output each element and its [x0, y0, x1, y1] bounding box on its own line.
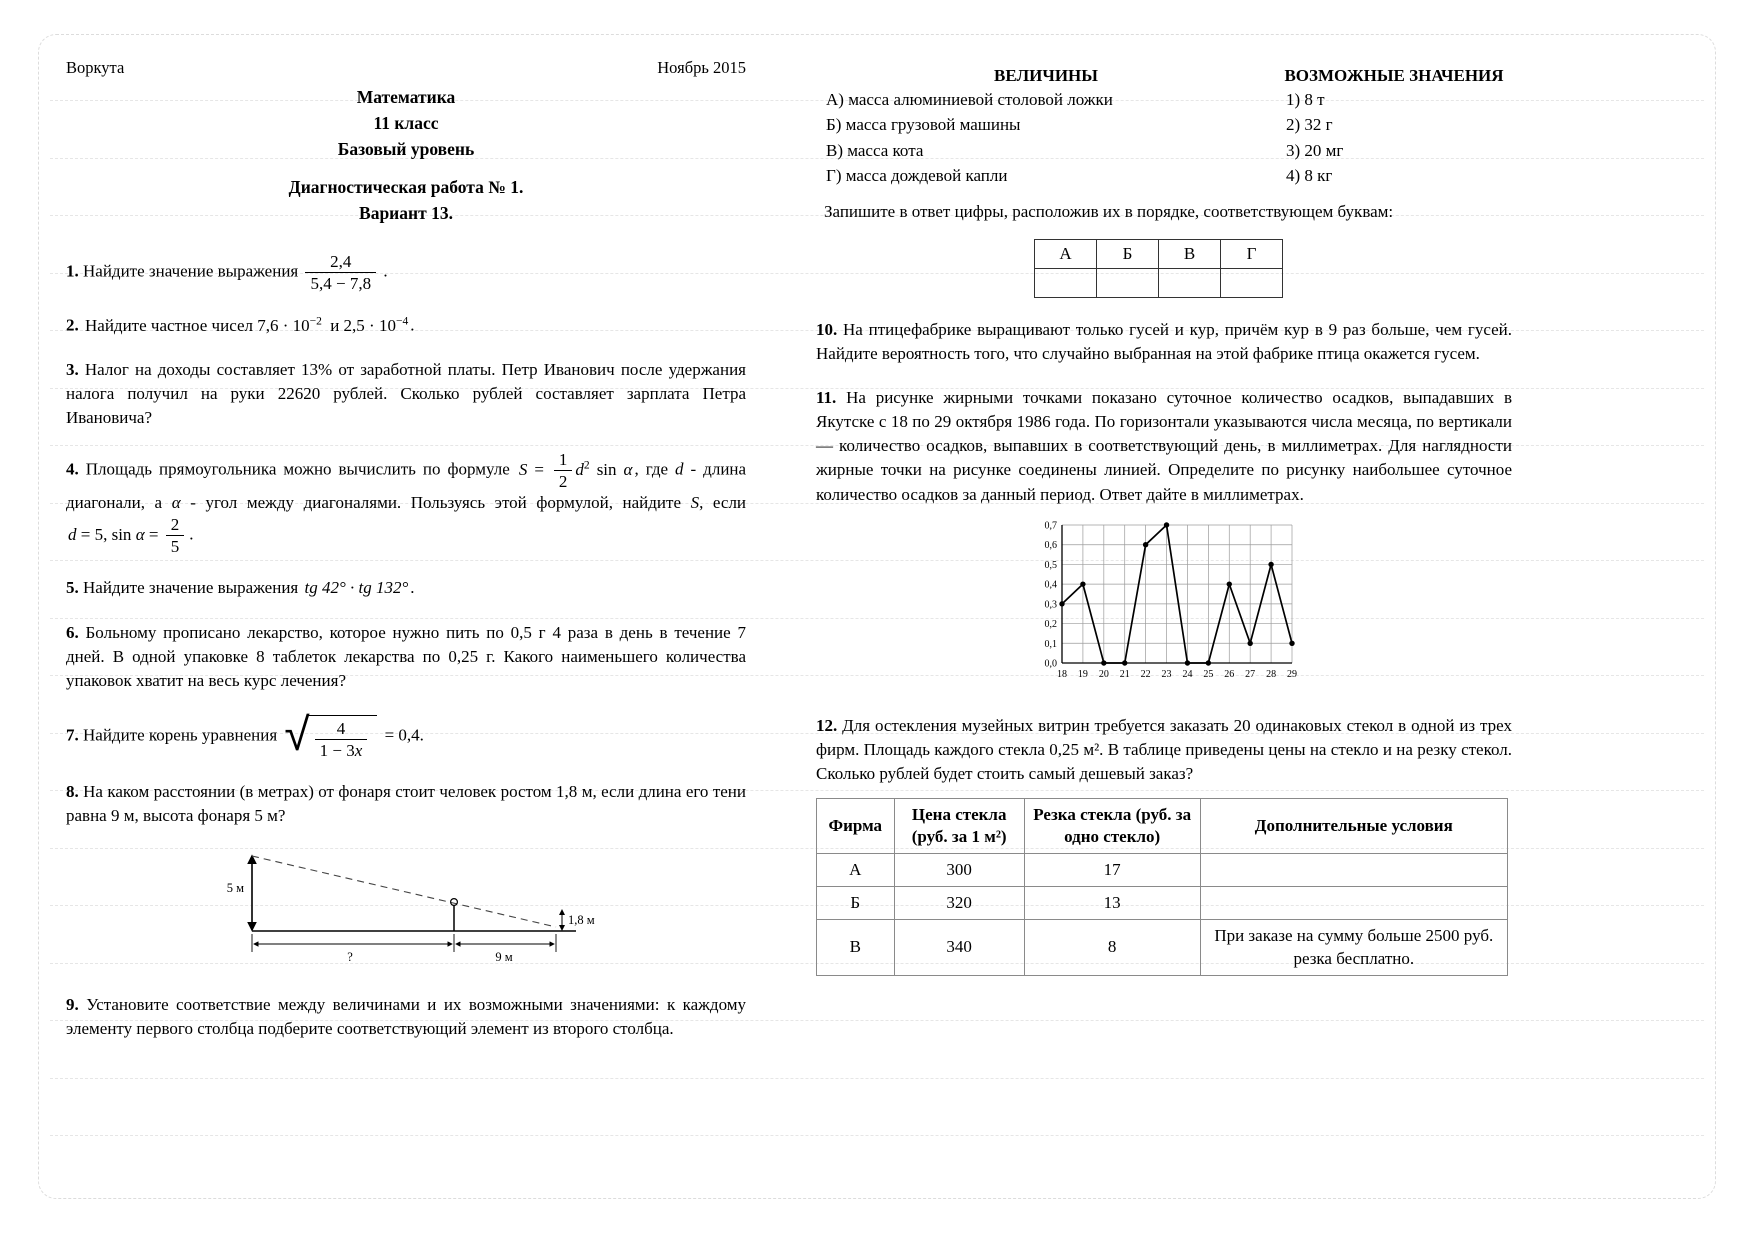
problem-text: Площадь прямоугольника можно вычислить по формуле [85, 459, 510, 479]
svg-text:26: 26 [1224, 668, 1235, 680]
title-block [66, 84, 746, 162]
firm-name-cell: В [817, 920, 895, 975]
unknown-distance-label: ? [347, 950, 353, 965]
answer-instruction: Запишите в ответ цифры, расположив их в порядке, соответствующем буквам: [824, 201, 1394, 221]
svg-text:23: 23 [1161, 668, 1172, 680]
subtitle-work: Диагностическая работа № 1. [288, 177, 524, 197]
svg-text:0,0: 0,0 [1044, 658, 1057, 670]
problem-text: На каком расстоянии (в метрах) от фонаря стоит человек ростом 1,8 м, если длина его тени равна 9 м, высота фонаря 5 м? [66, 782, 746, 826]
expression [85, 316, 322, 335]
svg-text:0,1: 0,1 [1044, 638, 1057, 650]
cutting-price-cell: 17 [1024, 854, 1200, 887]
glass-price-cell: 300 [894, 854, 1024, 887]
problem-text: . [410, 578, 415, 598]
svg-text:29: 29 [1287, 668, 1297, 680]
math-var: S [518, 459, 528, 479]
root-body [308, 715, 378, 760]
problem-text: Налог на доходы составляет 13% от заработной платы. Петр Иванович после удержания налога получил на руки 22620 рублей. Сколько рублей составляет зарплата Петра Ивановича? [66, 359, 746, 428]
cutting-price-cell: 13 [1024, 887, 1200, 920]
den-text: 1 − 3 [319, 741, 355, 760]
page-header [66, 58, 746, 78]
svg-text:28: 28 [1266, 668, 1277, 680]
answer-table-header-row [1035, 239, 1283, 268]
math-op: = [148, 524, 159, 544]
match-item-left: А) масса алюминиевой столовой ложки [826, 90, 1113, 109]
problem-number: 3. [66, 359, 79, 379]
math-var: d [575, 459, 584, 479]
light-ray-line [252, 856, 556, 927]
svg-text:27: 27 [1245, 668, 1256, 680]
exponent: −2 [309, 314, 322, 328]
problem-text: , где [634, 459, 669, 479]
problem-text: На рисунке жирными точками показано суточное количество осадков, выпадавших в Якутске с 18 по 29 октября 1986 года. По горизонтали указываются числа месяца, по вертикали — количество осадков, выпавших в соответствующий день, в миллиметрах. Для наглядности жирные точки на рисунке соединены линией. Определите по рисунку наибольшее суточное количество осадков за данный период. Ответ дайте в миллиметрах. [816, 388, 1512, 504]
fraction [166, 515, 185, 556]
lamp-shadow-diagram [204, 840, 604, 968]
fraction-numerator: 2,4 [330, 252, 352, 271]
shadow-length-label: 9 м [495, 950, 513, 965]
firms-table-row [817, 920, 1508, 975]
problem-1 [66, 252, 746, 293]
subtitle-block [66, 174, 746, 226]
answer-table-empty-cell [1035, 268, 1097, 297]
problem-number: 6. [66, 622, 79, 642]
firms-table-header-cell: Резка стекла (руб. за одно стекло) [1024, 799, 1200, 854]
problem-11 [816, 386, 1512, 507]
svg-text:19: 19 [1077, 668, 1088, 680]
problem-number: 7. [66, 725, 79, 745]
problem-number: 1. [66, 261, 79, 281]
right-column [816, 56, 1512, 976]
problem-12 [816, 714, 1512, 786]
conditions-cell [1200, 887, 1507, 920]
expression: tg 42° · tg 132° [304, 578, 409, 598]
match-column-headers [816, 66, 1512, 86]
firms-table-header-row [817, 799, 1508, 854]
problem-text: . [410, 315, 415, 335]
math-var: α [135, 524, 145, 544]
problem-number: 10. [816, 319, 838, 339]
problem-text: На птицефабрике выращивают только гусей и кур, причём кур в 9 раз больше, чем гусей. Найдите вероятность того, что случайно выбранная на этой фабрике птица окажется гусем. [816, 319, 1512, 363]
problem-text: Установите соответствие между величинами и их возможными значениями: к каждому элементу первого столбца подберите соответствующий элемент из второго столбца. [66, 995, 747, 1039]
fraction-denominator: 5,4 − 7,8 [305, 272, 376, 293]
answer-table-empty-cell [1221, 268, 1283, 297]
problem-text: - длина диагонали, а [66, 459, 747, 513]
problem-number: 5. [66, 578, 79, 598]
problem-text: Найдите частное чисел 7,6 · 10 [85, 315, 310, 335]
answer-table [1034, 239, 1283, 298]
answer-table-header-cell: А [1035, 239, 1097, 268]
math-fn: sin [596, 459, 617, 479]
fraction-denominator: 2 [554, 470, 573, 491]
title-subject: Математика [356, 87, 456, 107]
lamp-height-label: 5 м [226, 881, 244, 896]
person-head [451, 899, 458, 906]
problem-text: и 2,5 · 10 [330, 315, 396, 335]
square-root [284, 706, 377, 761]
problem-3 [66, 358, 746, 430]
svg-text:18: 18 [1057, 668, 1067, 680]
problem-text: Найдите значение выражения [83, 578, 299, 598]
problem-7 [66, 706, 746, 761]
svg-text:0,2: 0,2 [1044, 618, 1057, 630]
svg-text:0,3: 0,3 [1044, 599, 1057, 611]
firms-table-row [817, 854, 1508, 887]
fraction-numerator: 2 [170, 515, 180, 535]
answer-table-header-cell: Б [1097, 239, 1159, 268]
svg-text:21: 21 [1119, 668, 1130, 680]
match-row [816, 139, 1512, 162]
problem-text: Для остекления музейных витрин требуется заказать 20 одинаковых стекол в одной из трех фирм. Площадь каждого стекла 0,25 м². В таблице приведены цены на стекло и на резку стекол. Сколько рублей будет стоить самый дешевый заказ? [816, 715, 1513, 783]
exponent: 2 [583, 458, 590, 471]
match-item-left: Б) масса грузовой машины [826, 115, 1021, 135]
problem-5 [66, 576, 746, 600]
radical-sign: √ [284, 706, 310, 761]
formula-area [68, 515, 187, 557]
problem-10 [816, 318, 1512, 366]
subtitle-variant: Вариант 13. [359, 203, 453, 223]
fraction-denominator: 5 [166, 535, 185, 556]
problem-number: 11. [816, 388, 837, 408]
person-height-label: 1,8 м [568, 913, 595, 928]
header-date: Ноябрь 2015 [657, 58, 746, 77]
math-var: x [354, 741, 363, 760]
lamp-shadow-diagram-wrap [204, 840, 746, 973]
fraction [315, 719, 368, 760]
problem-text: , если [699, 493, 747, 513]
match-item-left: В) масса кота [826, 140, 924, 160]
svg-text:22: 22 [1140, 668, 1151, 680]
conditions-cell [1200, 854, 1507, 887]
problem-9 [66, 993, 746, 1041]
math-var: S [690, 493, 700, 513]
conditions-cell: При заказе на сумму больше 2500 руб. резка бесплатно. [1200, 920, 1507, 975]
problem-text: Найдите значение выражения [83, 261, 299, 281]
problem-text: . [189, 524, 194, 544]
answer-table-header-cell: В [1159, 239, 1221, 268]
svg-text:25: 25 [1203, 668, 1214, 680]
match-item-right: 2) 32 г [1286, 115, 1333, 135]
match-row [816, 164, 1512, 187]
firms-price-table [816, 798, 1508, 976]
math-var: d [675, 459, 684, 479]
match-item-right: 1) 8 т [1286, 90, 1325, 109]
precipitation-chart [1024, 515, 1304, 689]
match-item-left: Г) масса дождевой капли [826, 166, 1008, 186]
exponent: −4 [395, 314, 409, 328]
title-grade: 11 класс [373, 113, 439, 133]
problem-8 [66, 780, 746, 828]
problem-text: - угол между диагоналями. Пользуясь этой формулой, найдите [190, 493, 681, 513]
math-var: d [68, 524, 77, 544]
header-city: Воркута [66, 58, 125, 77]
answer-table-empty-cell [1097, 268, 1159, 297]
firms-table-header-cell: Фирма [817, 799, 895, 854]
match-row [816, 88, 1512, 111]
problem-number: 9. [66, 995, 79, 1015]
svg-text:0,5: 0,5 [1044, 559, 1057, 571]
fraction [305, 252, 376, 293]
math-var: α [623, 459, 633, 479]
firm-name-cell: Б [817, 887, 895, 920]
problem-2 [66, 313, 746, 338]
title-level: Базовый уровень [337, 139, 475, 159]
fraction [554, 450, 573, 491]
svg-text:0,6: 0,6 [1044, 539, 1057, 551]
match-row [816, 113, 1512, 136]
match-item-right: 3) 20 мг [1286, 140, 1344, 160]
answer-table-empty-cell [1159, 268, 1221, 297]
glass-price-cell: 320 [894, 887, 1024, 920]
left-column [66, 58, 746, 1042]
formula-area [518, 450, 633, 492]
answer-table-input-row [1035, 268, 1283, 297]
values-column-title: ВЕЛИЧИНЫ [994, 66, 1098, 85]
expression [330, 316, 408, 335]
precipitation-chart-wrap [1024, 515, 1512, 694]
fraction-numerator: 1 [558, 450, 568, 470]
problem-4 [66, 450, 746, 556]
problem-text: . [383, 261, 388, 281]
firms-table-header-cell: Дополнительные условия [1200, 799, 1507, 854]
answer-table-header-cell: Г [1221, 239, 1283, 268]
firms-table-header-cell: Цена стекла (руб. за 1 м²) [894, 799, 1024, 854]
problem-6 [66, 621, 746, 693]
svg-text:24: 24 [1182, 668, 1193, 680]
svg-text:0,7: 0,7 [1044, 520, 1057, 532]
problem-number: 12. [816, 715, 838, 735]
math-op: = 5, sin [80, 524, 132, 544]
firm-name-cell: А [817, 854, 895, 887]
equation-result: = 0,4. [384, 725, 424, 745]
problem-text: Больному прописано лекарство, которое нужно пить по 0,5 г 4 раза в день в течение 7 дней. В одной упаковке 8 таблеток лекарства по 0,25 г. Какого наименьшего количества упаковок хватит на весь курс лечения? [66, 622, 746, 690]
problem-number: 8. [66, 782, 79, 802]
fraction-numerator: 4 [336, 718, 346, 738]
problem-text: Найдите корень уравнения [83, 725, 278, 745]
math-op: = [534, 459, 544, 479]
problem-number: 4. [66, 459, 79, 479]
possible-values-column-title: ВОЗМОЖНЫЕ ЗНАЧЕНИЯ [1284, 66, 1504, 85]
svg-text:20: 20 [1098, 668, 1109, 680]
problem-number: 2. [66, 315, 79, 335]
svg-text:0,4: 0,4 [1044, 579, 1057, 591]
firms-table-row [817, 887, 1508, 920]
fraction-denominator [315, 739, 368, 760]
glass-price-cell: 340 [894, 920, 1024, 975]
cutting-price-cell: 8 [1024, 920, 1200, 975]
math-var: α [171, 493, 181, 513]
match-item-right: 4) 8 кг [1286, 166, 1333, 186]
